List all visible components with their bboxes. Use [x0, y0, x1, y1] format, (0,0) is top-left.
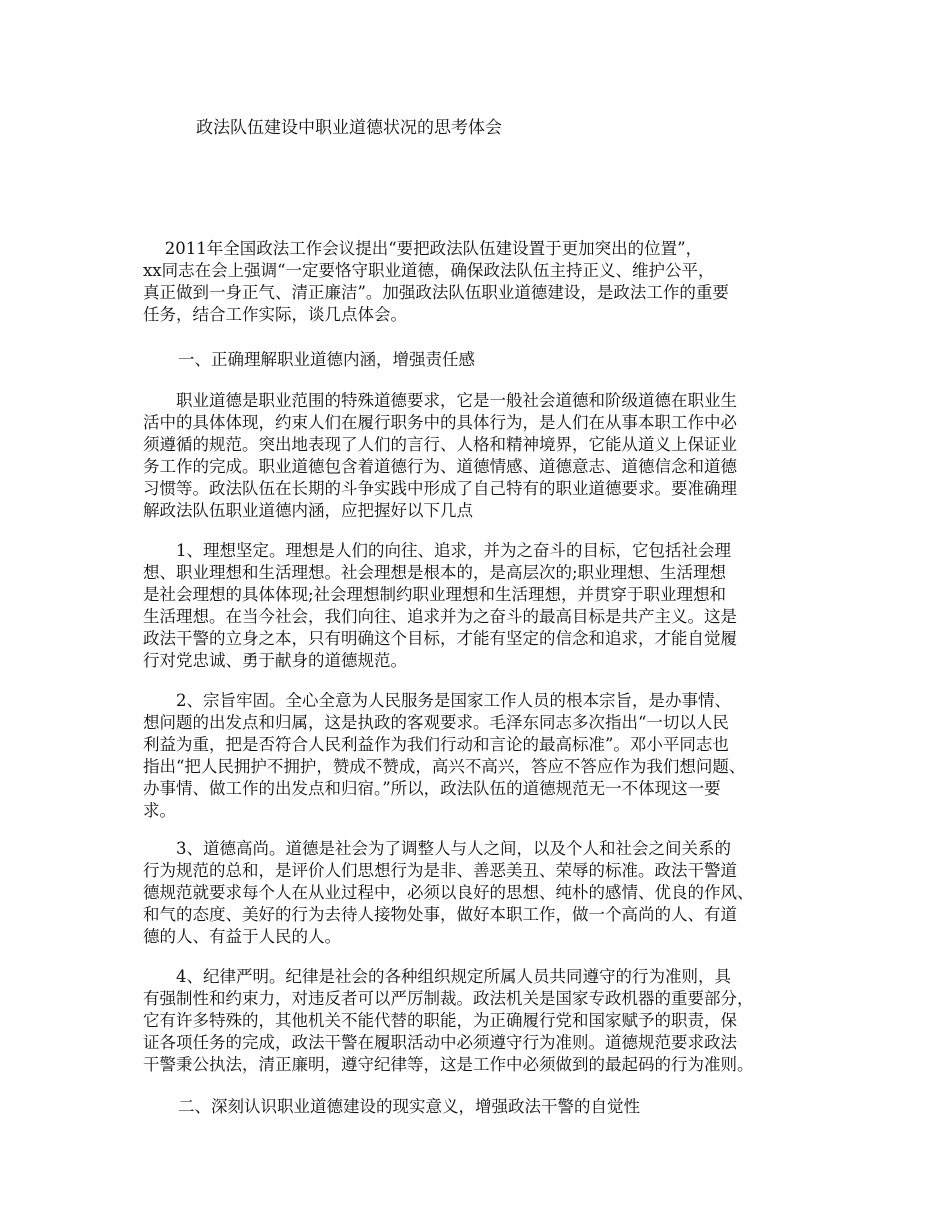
- text-line: 行对党忠诚、勇于献身的道德规范。: [143, 651, 407, 670]
- morality-paragraph: [143, 838, 754, 948]
- intro-paragraph: [143, 238, 729, 326]
- text-line: 解政法队伍职业道德内涵，应把握好以下几点: [143, 501, 473, 520]
- text-line: 3、道德高尚。道德是社会为了调整人与人之间，以及个人和社会之间关系的: [143, 839, 731, 858]
- text-line: xx同志在会上强调“一定要恪守职业道德，确保政法队伍主持正义、维护公平，: [143, 261, 715, 280]
- text-line: 和气的态度、美好的行为去待人接物处事，做好本职工作，做一个高尚的人、有道: [143, 905, 737, 924]
- ideal-paragraph: [143, 540, 737, 672]
- text-line: 利益为重，把是否符合人民利益作为我们行动和言论的最高标准”。邓小平同志也: [143, 735, 729, 754]
- discipline-paragraph: [143, 966, 754, 1076]
- text-line: 务工作的完成。职业道德包含着道德行为、道德情感、道德意志、道德信念和道德: [143, 457, 737, 476]
- text-line: 须遵循的规范。突出地表现了人们的言行、人格和精神境界，它能从道义上保证业: [143, 435, 737, 454]
- text-line: 德规范就要求每个人在从业过程中，必须以良好的思想、纯朴的感情、优良的作风、: [143, 883, 754, 902]
- text-line: 政法干警的立身之本，只有明确这个目标，才能有坚定的信念和追求，才能自觉履: [143, 629, 737, 648]
- text-line: 任务，结合工作实际，谈几点体会。: [143, 305, 407, 324]
- text-line: 证各项任务的完成，政法干警在履职活动中必须遵守行为准则。道德规范要求政法: [143, 1033, 737, 1052]
- text-line: 2、宗旨牢固。全心全意为人民服务是国家工作人员的根本宗旨，是办事情、: [143, 691, 731, 710]
- text-line: 是社会理想的具体体现;社会理想制约职业理想和生活理想，并贯穿于职业理想和: [143, 585, 727, 604]
- text-line: 指出“把人民拥护不拥护，赞成不赞成，高兴不高兴，答应不答应作为我们想问题、: [143, 757, 746, 776]
- text-line: 想、职业理想和生活理想。社会理想是根本的，是高层次的;职业理想、生活理想: [143, 563, 727, 582]
- text-line: 4、纪律严明。纪律是社会的各种组织规定所属人员共同遵守的行为准则，具: [143, 967, 731, 986]
- text-line: 想问题的出发点和归属，这是执政的客观要求。毛泽东同志多次指出“一切以人民: [143, 713, 729, 732]
- text-line: 2011年全国政法工作会议提出“要把政法队伍建设置于更加突出的位置”，: [143, 239, 703, 258]
- text-line: 习惯等。政法队伍在长期的斗争实践中形成了自己特有的职业道德要求。要准确理: [143, 479, 737, 498]
- text-line: 活中的具体体现，约束人们在履行职务中的具体行为，是人们在从事本职工作中必: [143, 413, 737, 432]
- text-line: 有强制性和约束力，对违反者可以严厉制裁。政法机关是国家专政机器的重要部分，: [143, 989, 754, 1008]
- section-heading-1: 一、正确理解职业道德内涵，增强责任感: [178, 350, 475, 369]
- text-line: 德的人、有益于人民的人。: [143, 927, 341, 946]
- text-line: 干警秉公执法，清正廉明，遵守纪律等，这是工作中必须做到的最起码的行为准则。: [143, 1055, 754, 1074]
- purpose-paragraph: [143, 690, 745, 822]
- text-line: 1、理想坚定。理想是人们的向往、追求，并为之奋斗的目标，它包括社会理: [143, 541, 731, 560]
- text-line: 求。: [143, 801, 176, 820]
- definition-paragraph: [143, 390, 737, 522]
- text-line: 行为规范的总和，是评价人们思想行为是非、善恶美丑、荣辱的标准。政法干警道: [143, 861, 737, 880]
- text-line: 生活理想。在当今社会，我们向往、追求并为之奋斗的最高目标是共产主义。这是: [143, 607, 737, 626]
- text-line: 职业道德是职业范围的特殊道德要求，它是一般社会道德和阶级道德在职业生: [143, 391, 737, 410]
- section-heading-2: 二、深刻认识职业道德建设的现实意义，增强政法干警的自觉性: [178, 1097, 640, 1116]
- text-line: 办事情、做工作的出发点和归宿。”所以，政法队伍的道德规范无一不体现这一要: [143, 779, 721, 798]
- document-title: 政法队伍建设中职业道德状况的思考体会: [196, 118, 502, 138]
- text-line: 它有许多特殊的，其他机关不能代替的职能，为正确履行党和国家赋予的职责，保: [143, 1011, 737, 1030]
- text-line: 真正做到一身正气、清正廉洁”。加强政法队伍职业道德建设，是政法工作的重要: [143, 283, 729, 302]
